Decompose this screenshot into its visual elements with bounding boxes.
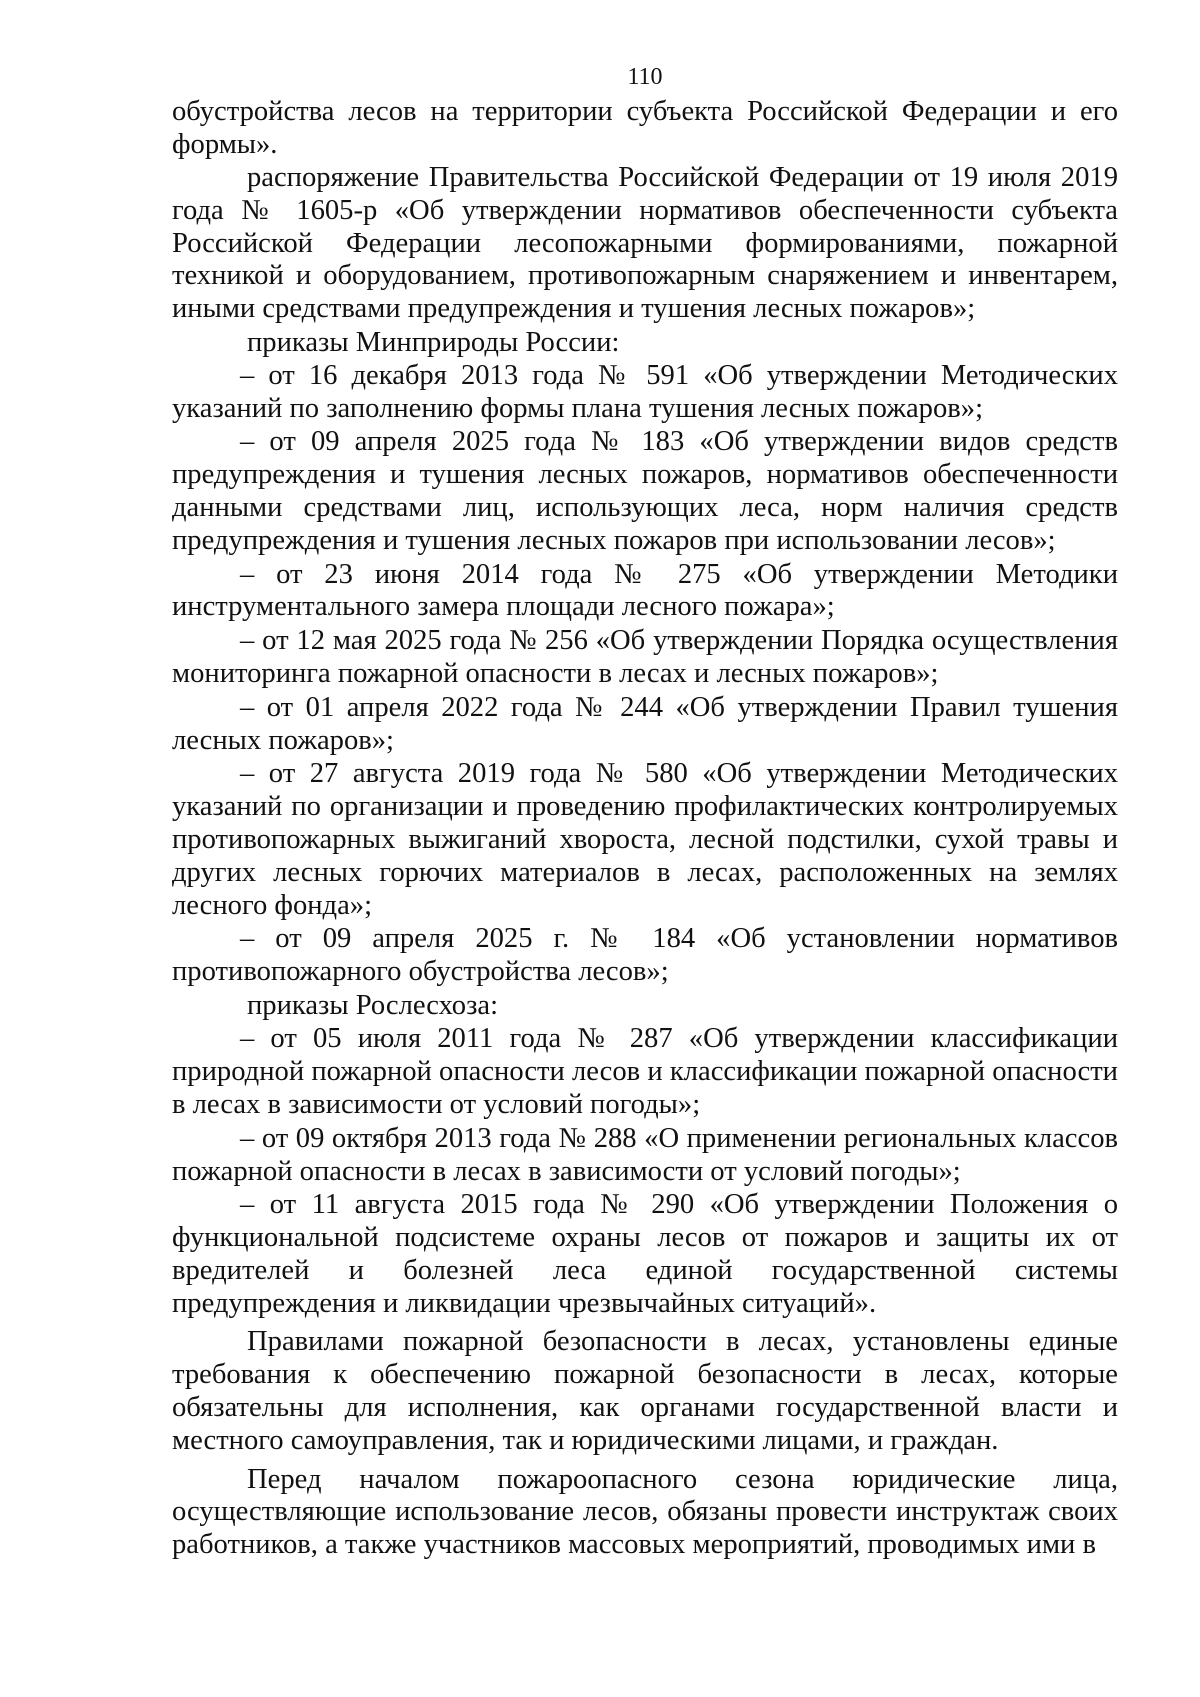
list-item-order-290: – от 11 августа 2015 года № 290 «Об утверждении Положения о функциональной подсистеме охраны лесов от пожаров и защиты их от вредителей и болезней леса единой государственной системы предупреждения и ликвидации чрезвычайных ситуаций». — [172, 1189, 1118, 1319]
list-item-order-256: – от 12 мая 2025 года № 256 «Об утверждении Порядка осуществления мониторинга пожарной опасности в лесах и лесных пожаров»; — [172, 625, 1118, 690]
heading-minprirody-orders: приказы Минприроды России: — [247, 326, 620, 358]
paragraph-fire-season-instruction: Перед началом пожароопасного сезона юридические лица, осуществляющие использование лесов, обязаны провести инструктаж своих работников, а также участников массовых мероприятий, проводимых ими в — [172, 1463, 1118, 1561]
heading-rosleshoz-orders: приказы Рослесхоза: — [247, 990, 499, 1022]
list-item-order-287: – от 05 июля 2011 года № 287 «Об утверждении классификации природной пожарной опасности лесов и классификации пожарной опасности в лесах в зависимости от условий погоды»; — [172, 1023, 1118, 1120]
document-page — [172, 62, 1118, 1563]
list-item-order-288: – от 09 октября 2013 года № 288 «О применении региональных классов пожарной опасности в лесах в зависимости от условий погоды»; — [172, 1122, 1118, 1187]
list-item-order-244: – от 01 апреля 2022 года № 244 «Об утверждении Правил тушения лесных пожаров»; — [172, 691, 1118, 756]
list-item-order-183: – от 09 апреля 2025 года № 183 «Об утверждении видов средств предупреждения и тушения лесных пожаров, нормативов обеспеченности данными средствами лиц, использующих леса, норм наличия средств предупреждения и тушения лесных пожаров при использовании лесов»; — [172, 426, 1118, 556]
list-item-order-184: – от 09 апреля 2025 г. № 184 «Об установлении нормативов противопожарного обустройства лесов»; — [172, 923, 1118, 988]
list-item-order-580: – от 27 августа 2019 года № 580 «Об утверждении Методических указаний по организации и проведению профилактических контролируемых противопожарных выжиганий хвороста, лесной подстилки, сухой травы и других лесных горючих материалов в лесах, расположенных на землях лесного фонда»; — [172, 758, 1118, 921]
paragraph-continuation: обустройства лесов на территории субъекта Российской Федерации и его формы». — [172, 96, 1118, 160]
list-item-order-591: – от 16 декабря 2013 года № 591 «Об утверждении Методических указаний по заполнению формы плана тушения лесных пожаров»; — [172, 359, 1118, 424]
paragraph-government-order: распоряжение Правительства Российской Федерации от 19 июля 2019 года № 1605-р «Об утверждении нормативов обеспеченности субъекта Российской Федерации лесопожарными формированиями, пожарной техникой и оборудованием, противопожарным снаряжением и инвентарем, иными средствами предупреждения и тушения лесных пожаров»; — [172, 162, 1118, 325]
paragraph-fire-safety-rules: Правилами пожарной безопасности в лесах, установлены единые требования к обеспечению пожарной безопасности в лесах, которые обязательны для исполнения, как органами государственной власти и местного самоуправления, так и юридическими лицами, и граждан. — [172, 1326, 1118, 1456]
list-item-order-275: – от 23 июня 2014 года № 275 «Об утверждении Методики инструментального замера площади лесного пожара»; — [172, 558, 1118, 623]
page-number: 110 — [627, 64, 663, 90]
